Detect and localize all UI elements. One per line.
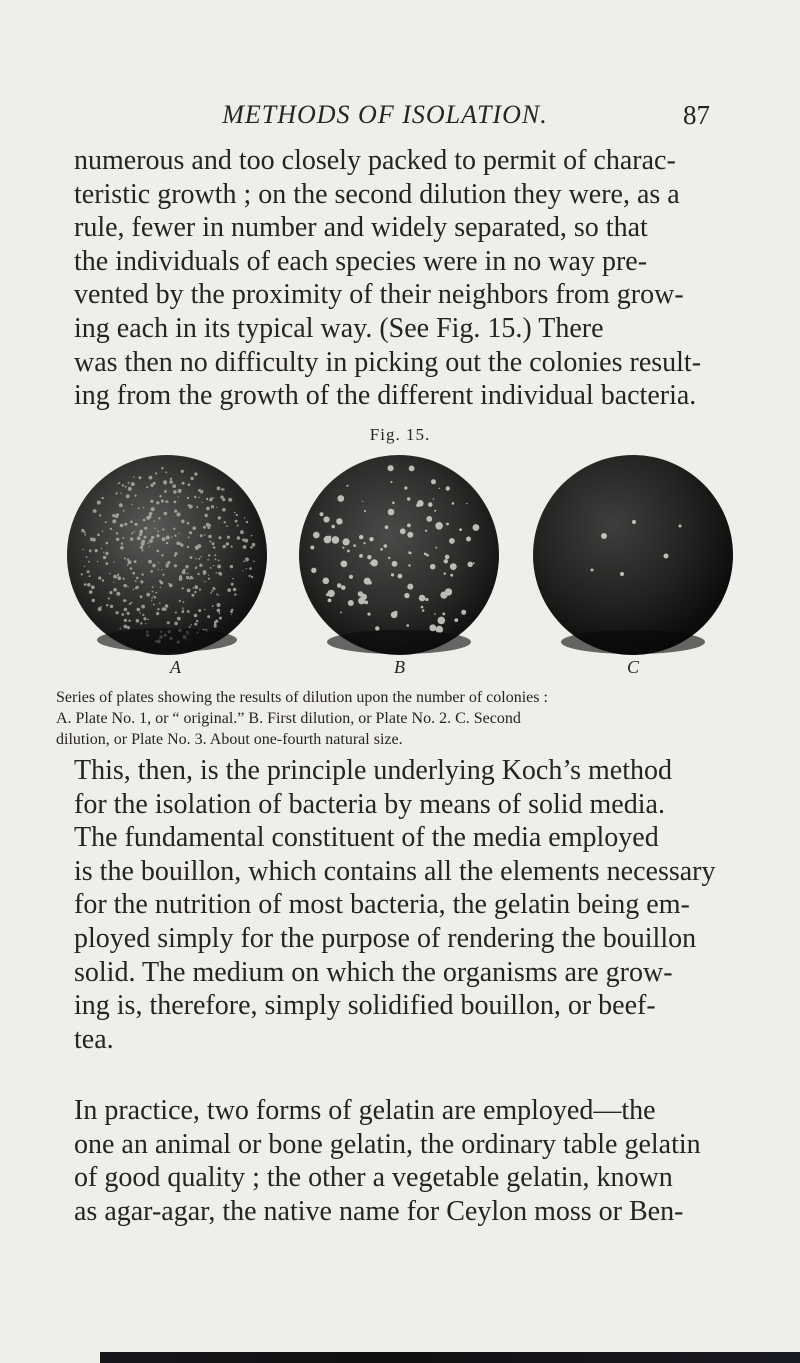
page-number: 87 xyxy=(683,100,710,130)
text-line: as agar-agar, the native name for Ceylon moss or Ben- xyxy=(74,1195,684,1227)
plate-a-image xyxy=(64,452,270,658)
figure-caption xyxy=(56,687,736,750)
paragraph-2 xyxy=(74,754,716,1056)
plate-b-image xyxy=(296,452,502,658)
caption-line: A. Plate No. 1, or “ original.” B. First dilution, or Plate No. 2. C. Second xyxy=(56,710,521,727)
text-line: ing is, therefore, simply solidified bouillon, or beef- xyxy=(74,990,656,1022)
text-line: solid. The medium on which the organisms are grow- xyxy=(74,956,673,988)
plate-letter-b: B xyxy=(394,657,405,677)
figure-label: Fig. 15. xyxy=(369,425,431,444)
text-line: for the nutrition of most bacteria, the gelatin being em- xyxy=(74,889,690,921)
text-line: the individuals of each species were in no way pre- xyxy=(74,245,648,277)
text-line: vented by the proximity of their neighbors from grow- xyxy=(74,279,684,311)
paragraph-1 xyxy=(74,144,702,413)
text-line: This, then, is the principle underlying Koch’s method xyxy=(74,755,673,786)
caption-line: dilution, or Plate No. 3. About one-fourth natural size. xyxy=(56,731,403,748)
text-line: ployed simply for the purpose of rendering the bouillon xyxy=(74,922,697,954)
plate-letter-c: C xyxy=(627,657,640,677)
page-header xyxy=(60,96,710,132)
plate-letter-a: A xyxy=(170,657,181,677)
text-line: ing each in its typical way. (See Fig. 15.) There xyxy=(74,312,604,344)
text-line: numerous and too closely packed to permit of charac- xyxy=(74,145,676,176)
paragraph-3 xyxy=(74,1094,701,1228)
page-bottom-edge xyxy=(100,1352,800,1363)
text-line: for the isolation of bacteria by means of solid media. xyxy=(74,788,665,820)
text-line: ing from the growth of the different individual bacteria. xyxy=(74,380,697,412)
text-line: one an animal or bone gelatin, the ordinary table gelatin xyxy=(74,1128,701,1160)
plate-c-image xyxy=(530,452,736,658)
text-line: of good quality ; the other a vegetable gelatin, known xyxy=(74,1162,673,1194)
text-line: was then no difficulty in picking out the colonies result- xyxy=(74,346,702,378)
text-line: is the bouillon, which contains all the elements necessary xyxy=(74,855,716,887)
figure-plates xyxy=(60,440,740,670)
running-head: METHODS OF ISOLATION. xyxy=(222,100,548,129)
caption-line: Series of plates showing the results of dilution upon the number of colonies : xyxy=(56,689,548,706)
text-line: rule, fewer in number and widely separated, so that xyxy=(74,212,648,244)
text-line: teristic growth ; on the second dilution they were, as a xyxy=(74,178,680,210)
text-line: In practice, two forms of gelatin are employed—the xyxy=(74,1095,656,1126)
text-line: tea. xyxy=(74,1023,114,1055)
text-line: The fundamental constituent of the media employed xyxy=(74,822,659,854)
